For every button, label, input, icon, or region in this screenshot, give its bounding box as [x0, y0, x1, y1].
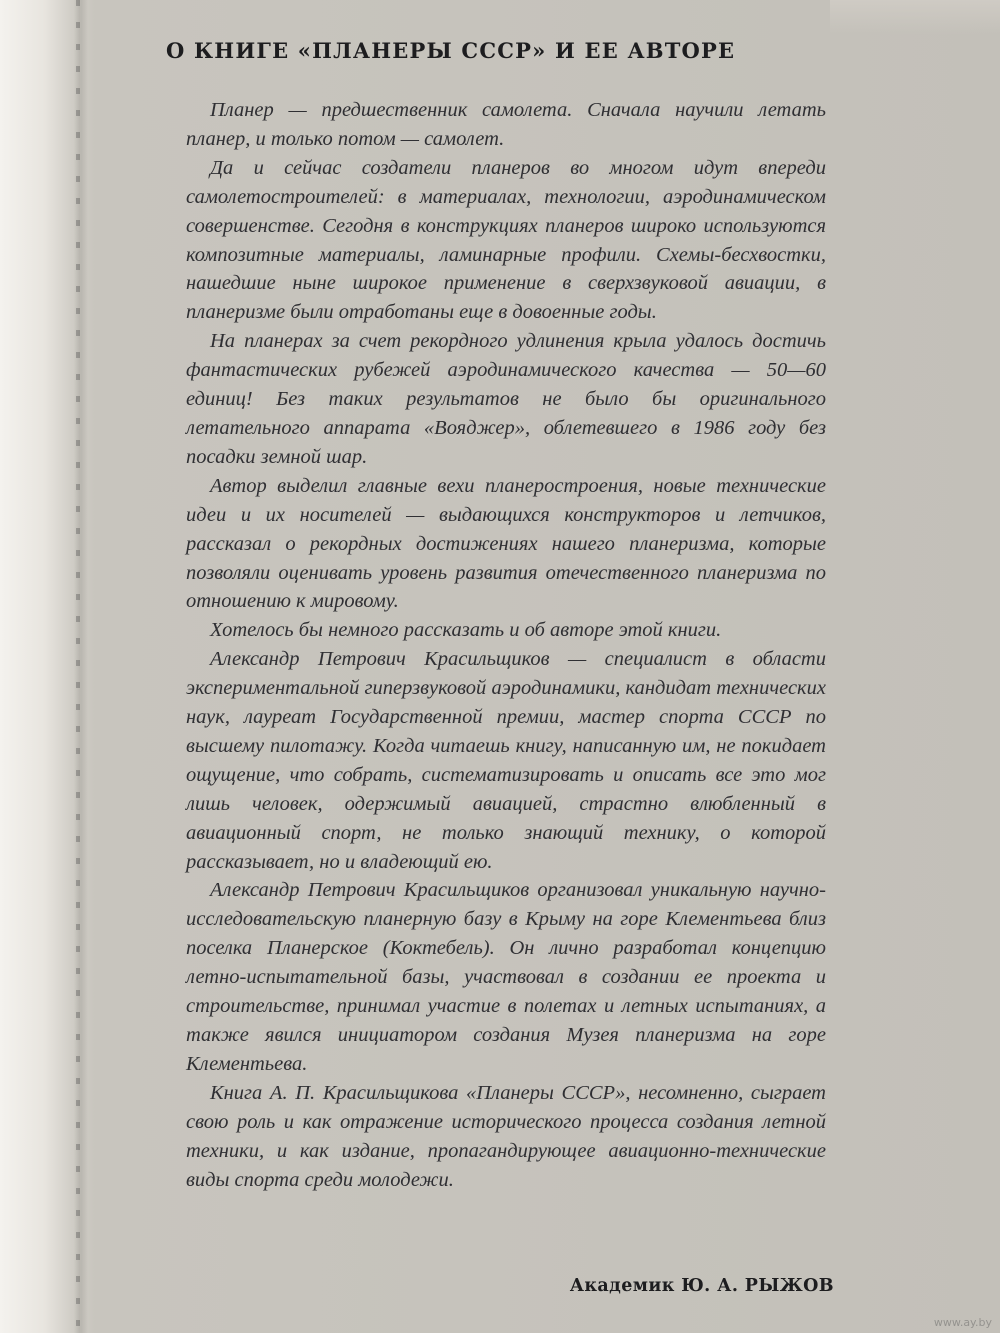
paragraph-8: Книга А. П. Красильщикова «Планеры СССР», несомненно, сыграет свою роль и как отражение исторического процесса создания летной техники, и как издание, пропагандирующее авиационно-технические виды спорта среди молодежи.	[186, 1081, 826, 1191]
binding-stitches	[76, 0, 80, 1333]
body-text	[186, 96, 826, 1194]
paragraph-3: На планерах за счет рекордного удлинения крыла удалось достичь фантастических рубежей аэродинамического качества — 50—60 единиц! Без таких результатов не было бы оригинального летательного аппарата «Вояджер», облетевшего в 1986 году без посадки земной шар.	[186, 330, 826, 468]
paragraph-6: Александр Петрович Красильщиков — специалист в области экспериментальной гиперзвуковой аэродинамики, кандидат технических наук, лауреат Государственной премии, мастер спорта СССР по высшему пилотажу. Когда читаешь книгу, написанную им, не покидает ощущение, что собрать, систематизировать и описать все это мог лишь человек, одержимый авиацией, страстно влюбленный в авиационный спорт, не только знающий технику, о которой рассказывает, но и владеющий ею.	[186, 648, 826, 873]
adjacent-page-edge	[0, 0, 80, 1333]
paragraph-5: Хотелось бы немного рассказать и об авторе этой книги.	[210, 619, 722, 642]
site-watermark: www.ay.by	[933, 1316, 992, 1329]
book-page	[150, 36, 840, 1326]
paragraph-7: Александр Петрович Красильщиков организовал уникальную научно-исследовательскую планерную базу в Крыму на горе Клементьева близ поселка Планерское (Коктебель). Он лично разработал концепцию летно-испытательной базы, участвовал в создании ее проекта и строительстве, принимал участие в полетах и летных испытаниях, а также явился инициатором создания Музея планеризма на горе Клементьева.	[186, 879, 826, 1075]
paragraph-2: Да и сейчас создатели планеров во многом идут впереди самолетостроителей: в материалах, технологии, аэродинамическом совершенстве. Сегодня в конструкциях планеров широко используются композитные материалы, ламинарные профили. Схемы-бесхвостки, нашедшие ныне широкое применение в сверхзвуковой авиации, в планеризме были отработаны еще в довоенные годы.	[186, 156, 826, 324]
top-edge-shadow	[830, 0, 1000, 34]
author-signature: Академик Ю. А. РЫЖОВ	[569, 1276, 834, 1296]
paragraph-1: Планер — предшественник самолета. Сначала научили летать планер, и только потом — самолет.	[186, 99, 826, 150]
paragraph-4: Автор выделил главные вехи планеростроения, новые технические идеи и их носителей — выдающихся конструкторов и летчиков, рассказал о рекордных достижениях нашего планеризма, которые позволяли оценивать уровень развития отечественного планеризма по отношению к мировому.	[186, 474, 826, 613]
page-title: О КНИГЕ «ПЛАНЕРЫ СССР» И ЕЕ АВТОРЕ	[166, 38, 736, 63]
